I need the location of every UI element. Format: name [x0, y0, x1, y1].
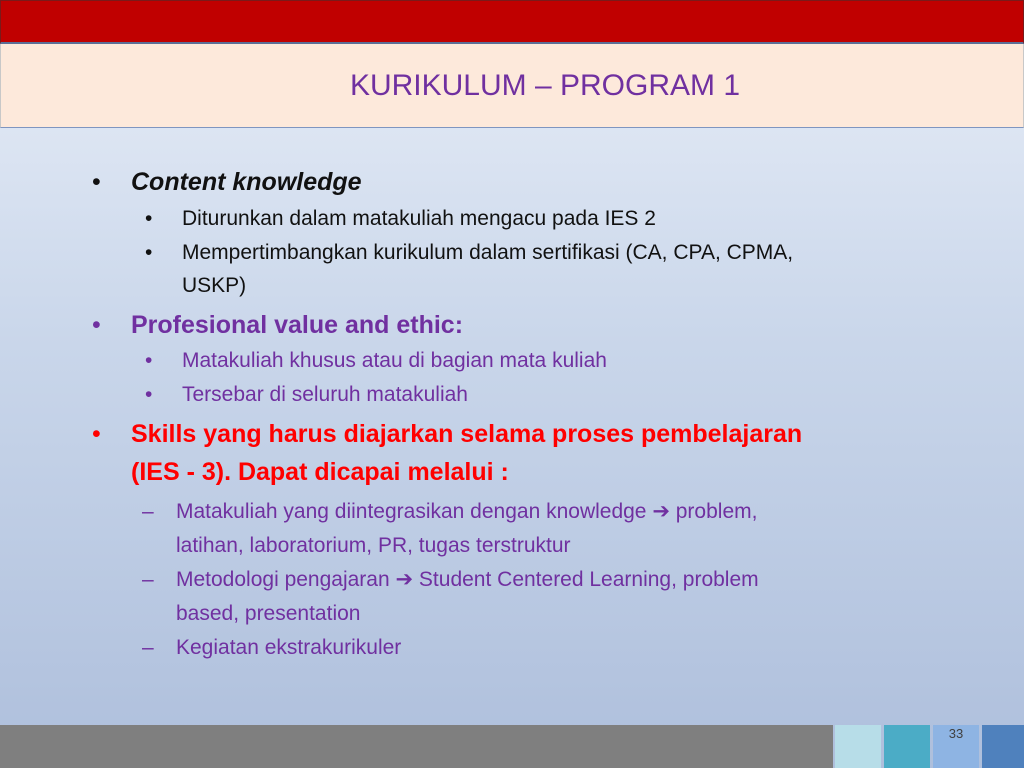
section-heading-skills: Skills yang harus diajarkan selama proses pembelajaran [131, 420, 803, 448]
footer-square-blue [982, 725, 1024, 768]
slide-title: KURIKULUM – PROGRAM 1 [349, 69, 741, 102]
footer-bar [0, 725, 833, 768]
dash-icon: – [142, 636, 154, 659]
section-heading-professional-value: Profesional value and ethic: [131, 311, 464, 339]
bullet-icon: • [145, 241, 153, 264]
bullet-icon: • [145, 349, 153, 372]
list-item: Matakuliah khusus atau di bagian mata kuliah [182, 349, 607, 372]
list-item: Metodologi pengajaran ➔ Student Centered Learning, problem [176, 568, 759, 591]
list-item-continuation: latihan, laboratorium, PR, tugas terstruktur [176, 534, 571, 557]
bullet-icon: • [145, 207, 153, 230]
bullet-icon: • [92, 420, 101, 448]
page-number: 33 [948, 726, 964, 741]
list-item: Diturunkan dalam matakuliah mengacu pada IES 2 [182, 207, 656, 230]
section-heading-skills-continuation: (IES - 3). Dapat dicapai melalui : [131, 458, 509, 486]
dash-icon: – [142, 500, 154, 523]
bullet-icon: • [92, 168, 101, 196]
list-item: Kegiatan ekstrakurikuler [176, 636, 402, 659]
list-item: Mempertimbangkan kurikulum dalam sertifikasi (CA, CPA, CPMA, [182, 241, 794, 264]
section-heading-content-knowledge: Content knowledge [131, 168, 362, 196]
footer-square-teal [884, 725, 930, 768]
footer-square-light-blue [835, 725, 881, 768]
bullet-icon: • [145, 383, 153, 406]
list-item: Matakuliah yang diintegrasikan dengan knowledge ➔ problem, [176, 500, 758, 523]
dash-icon: – [142, 568, 154, 591]
list-item: Tersebar di seluruh matakuliah [182, 383, 468, 406]
top-red-bar [0, 0, 1024, 44]
list-item-continuation: based, presentation [176, 602, 361, 625]
list-item-continuation: USKP) [182, 274, 247, 297]
bullet-icon: • [92, 311, 101, 339]
